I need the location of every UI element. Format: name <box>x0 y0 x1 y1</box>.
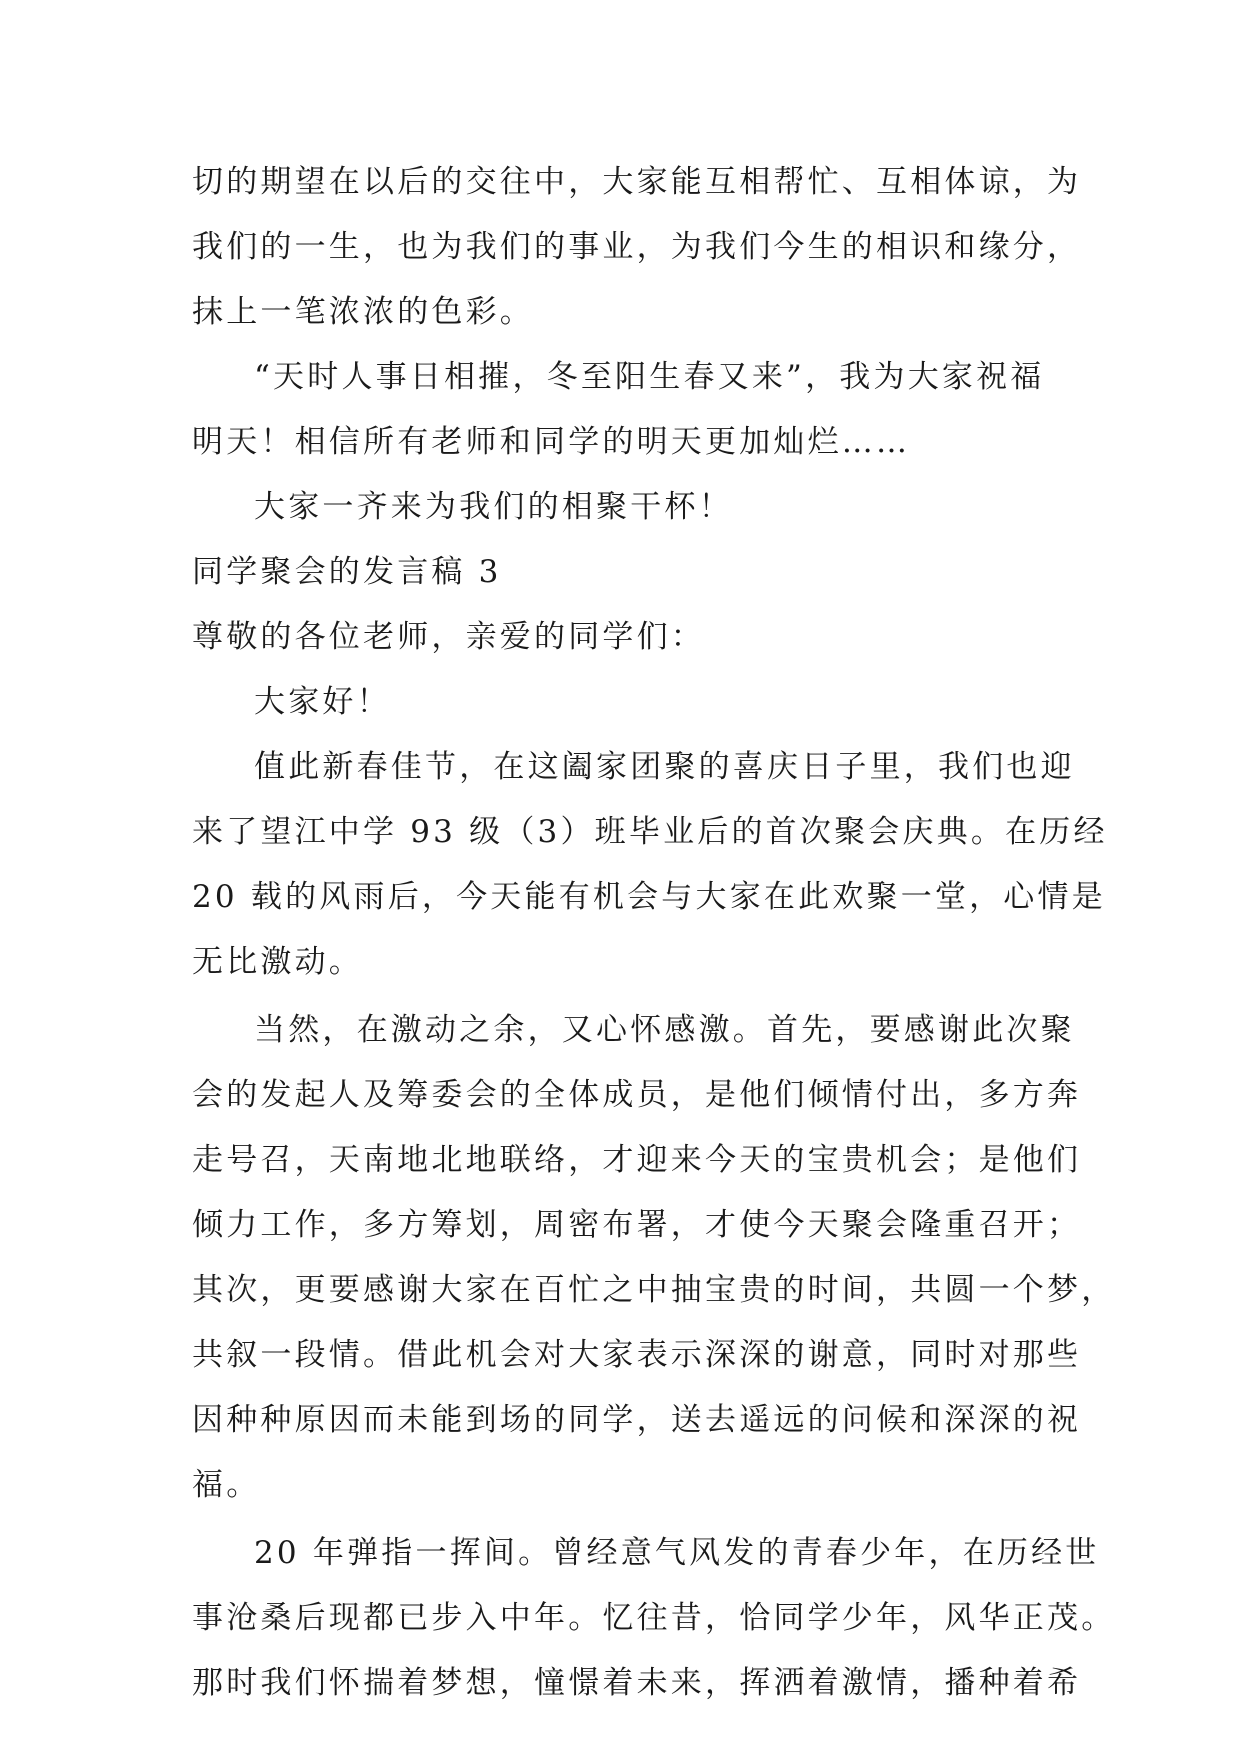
paragraph-line: 抹上一笔浓浓的色彩。 <box>192 294 534 330</box>
paragraph-line: 值此新春佳节，在这阖家团聚的喜庆日子里，我们也迎 <box>254 749 1075 785</box>
paragraph-line: “天时人事日相摧，冬至阳生春又来”，我为大家祝福 <box>254 359 1045 395</box>
paragraph-line: 倾力工作，多方筹划，周密布署，才使今天聚会隆重召开； <box>192 1207 1082 1243</box>
paragraph-line: 20 载的风雨后，今天能有机会与大家在此欢聚一堂，心情是 <box>192 879 1106 915</box>
document-body <box>192 155 1116 1710</box>
salutation-line: 尊敬的各位老师，亲爱的同学们： <box>192 619 705 655</box>
section-heading: 同学聚会的发言稿 3 <box>192 554 502 590</box>
paragraph-line: 走号召，天南地北地联络，才迎来今天的宝贵机会；是他们 <box>192 1142 1082 1178</box>
paragraph-line: 20 年弹指一挥间。曾经意气风发的青春少年，在历经世 <box>254 1535 1100 1571</box>
paragraph-line: 因种种原因而未能到场的同学，送去遥远的问候和深深的祝 <box>192 1402 1082 1438</box>
paragraph-line: 共叙一段情。借此机会对大家表示深深的谢意，同时对那些 <box>192 1337 1082 1373</box>
paragraph-line: 明天！相信所有老师和同学的明天更加灿烂…… <box>192 424 911 460</box>
paragraph-line: 无比激动。 <box>192 944 363 980</box>
paragraph-line: 那时我们怀揣着梦想，憧憬着未来，挥洒着激情，播种着希 <box>192 1665 1082 1701</box>
paragraph-line: 我们的一生，也为我们的事业，为我们今生的相识和缘分， <box>192 229 1082 265</box>
paragraph-line: 大家一齐来为我们的相聚干杯！ <box>254 489 733 525</box>
paragraph-line: 来了望江中学 93 级（3）班毕业后的首次聚会庆典。在历经 <box>192 814 1108 850</box>
paragraph-line: 会的发起人及筹委会的全体成员，是他们倾情付出，多方奔 <box>192 1077 1082 1113</box>
paragraph-line: 切的期望在以后的交往中，大家能互相帮忙、互相体谅，为 <box>192 164 1082 200</box>
paragraph-line: 福。 <box>192 1467 261 1503</box>
greeting-line: 大家好！ <box>254 684 391 720</box>
paragraph-line: 其次，更要感谢大家在百忙之中抽宝贵的时间，共圆一个梦， <box>192 1272 1116 1308</box>
paragraph-line: 事沧桑后现都已步入中年。忆往昔，恰同学少年，风华正茂。 <box>192 1600 1116 1636</box>
paragraph-line: 当然，在激动之余，又心怀感激。首先，要感谢此次聚 <box>254 1012 1075 1048</box>
